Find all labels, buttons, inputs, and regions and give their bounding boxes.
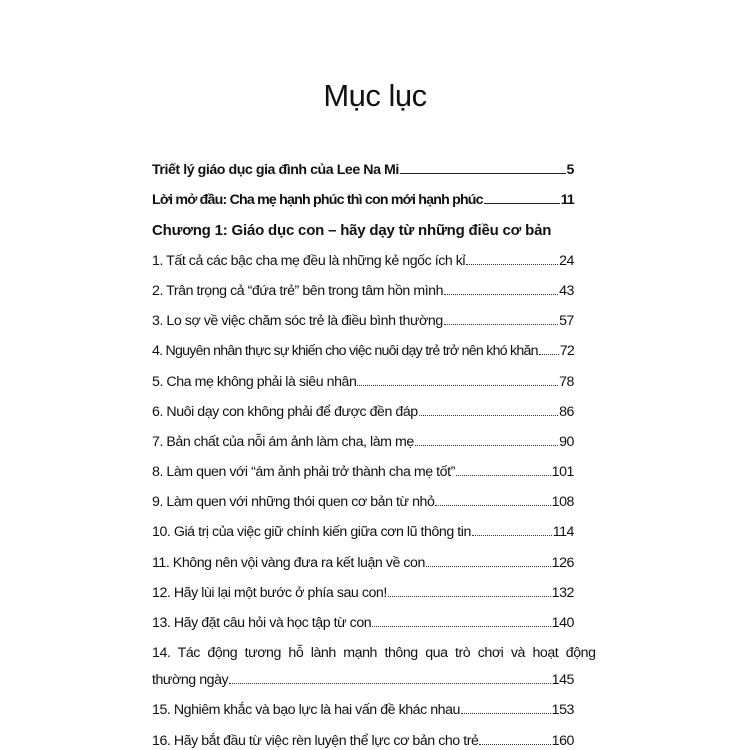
toc-entry	[152, 420, 574, 450]
dot-leader	[461, 713, 551, 714]
dot-leader	[372, 626, 550, 627]
toc-entry	[152, 178, 574, 208]
toc-entry-title: Triết lý giáo dục gia đình của Lee Na Mi	[152, 162, 399, 179]
dot-leader	[419, 415, 558, 416]
toc-entry	[152, 480, 574, 510]
dot-leader	[400, 173, 566, 174]
toc-page-number: 160	[551, 732, 574, 749]
toc-page-number: 11	[560, 192, 574, 209]
dot-leader	[466, 264, 558, 265]
toc-entry	[152, 510, 574, 540]
dot-leader	[472, 535, 552, 536]
toc-entry-title: 4. Nguyên nhân thực sự khiến cho việc nuôi dạy trẻ trở nên khó khăn	[152, 343, 538, 360]
toc-entry	[152, 299, 574, 329]
toc-entry	[152, 329, 574, 359]
toc-entry-title: 3. Lo sợ về việc chăm sóc trẻ là điều bình thường	[152, 313, 443, 330]
toc-entry-continuation	[152, 661, 574, 688]
toc-page-number: 24	[559, 252, 574, 269]
toc-entry	[152, 631, 596, 662]
chapter-heading	[152, 208, 574, 238]
toc-entry-title: 2. Trân trọng cả “đứa trẻ” bên trong tâm hồn mình	[152, 282, 444, 299]
toc-page-number: 101	[551, 464, 574, 481]
dot-leader	[426, 566, 551, 567]
toc-entry-title: 1. Tất cả các bậc cha mẹ đều là những kẻ ngốc ích kỉ	[152, 252, 466, 269]
toc-entry-title: Lời mở đầu: Cha mẹ hạnh phúc thì con mới hạnh phúc	[152, 192, 483, 209]
dot-leader	[484, 203, 560, 204]
toc-entry-title: 10. Giá trị của việc giữ chính kiến giữa cơn lũ thông tin	[152, 524, 471, 541]
toc-entry-title: 5. Cha mẹ không phải là siêu nhân	[152, 373, 357, 390]
toc-entry-title: 7. Bản chất của nỗi ám ảnh làm cha, làm mẹ	[152, 433, 414, 450]
toc-entry	[152, 601, 574, 631]
dot-leader	[415, 445, 558, 446]
toc-entry-title: 13. Hãy đặt câu hỏi và học tập từ con	[152, 615, 372, 631]
toc-entry	[152, 571, 574, 601]
dot-leader	[435, 505, 550, 506]
toc-entry	[152, 450, 574, 480]
toc-page-number: 140	[551, 615, 574, 631]
dot-leader	[456, 475, 551, 476]
toc-entry-title: 11. Không nên vội vàng đưa ra kết luận về con	[152, 554, 425, 571]
toc-entry-title: 6. Nuôi dạy con không phải để được đền đáp	[152, 403, 418, 420]
toc-entry	[152, 148, 574, 178]
toc-entry	[152, 359, 574, 389]
toc-page-number: 132	[551, 584, 574, 601]
toc-page-number: 114	[552, 524, 574, 541]
toc-page-number: 145	[551, 672, 574, 689]
toc-entry-title: 12. Hãy lùi lại một bước ở phía sau con!	[152, 584, 387, 601]
toc-page-number: 153	[551, 702, 574, 719]
toc-entry-title: 15. Nghiêm khắc và bạo lực là hai vấn đề khác nhau	[152, 702, 460, 719]
toc-entry	[152, 239, 574, 269]
table-of-contents	[152, 148, 596, 749]
toc-entry	[152, 540, 574, 570]
toc-page-number: 108	[551, 494, 574, 511]
dot-leader	[444, 324, 558, 325]
toc-page-number: 90	[559, 433, 574, 450]
toc-entry-title: 16. Hãy bắt đầu từ việc rèn luyện thể lực cơ bản cho trẻ	[152, 732, 479, 749]
toc-entry-title-continued: thường ngày	[152, 672, 229, 689]
toc-entry	[152, 269, 574, 299]
toc-entry	[152, 390, 574, 420]
toc-entry-title: 8. Làm quen với “ám ảnh phải trở thành cha mẹ tốt”	[152, 464, 455, 481]
dot-leader	[479, 744, 550, 745]
chapter-title: Chương 1: Giáo dục con – hãy dạy từ những điều cơ bản	[152, 221, 552, 239]
toc-page-number: 5	[566, 162, 574, 179]
dot-leader	[388, 596, 551, 597]
toc-page-number: 43	[559, 282, 574, 299]
toc-entry-title: 9. Làm quen với những thói quen cơ bản từ nhỏ	[152, 494, 435, 511]
toc-entry-title: 14. Tác động tương hỗ lành mạnh thông qua trò chơi và hoạt động	[152, 645, 596, 662]
toc-page-number: 126	[551, 554, 574, 571]
toc-page-number: 86	[559, 403, 574, 420]
toc-page-number: 57	[559, 313, 574, 330]
toc-entry	[152, 718, 574, 748]
page-title: Mục lục	[323, 78, 427, 113]
dot-leader	[539, 354, 559, 355]
dot-leader	[229, 683, 551, 684]
toc-page-number: 78	[559, 373, 574, 390]
dot-leader	[357, 385, 558, 386]
toc-entry	[152, 688, 574, 718]
dot-leader	[444, 294, 558, 295]
toc-page-number: 72	[559, 343, 574, 360]
